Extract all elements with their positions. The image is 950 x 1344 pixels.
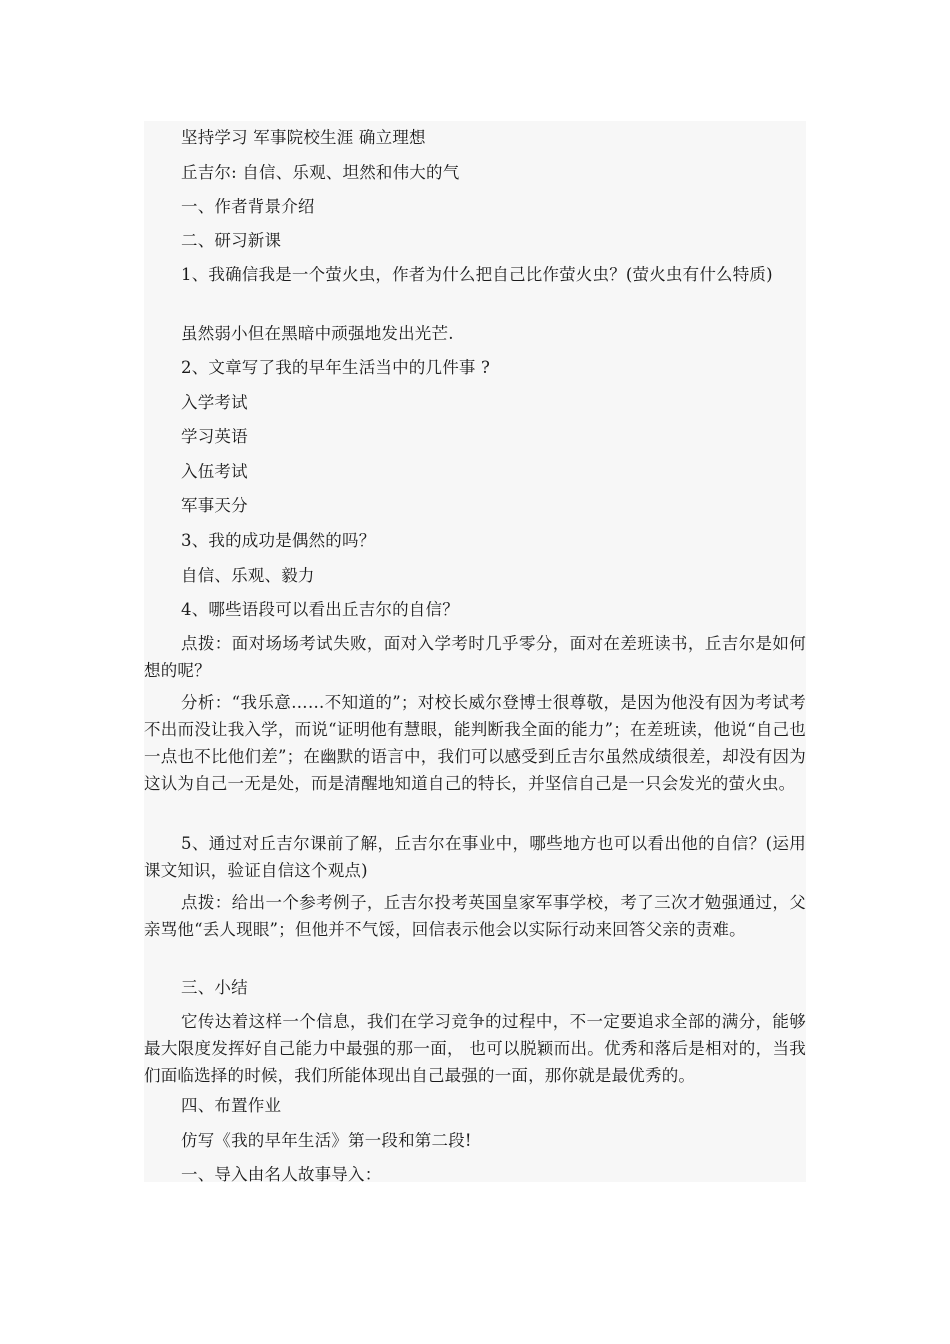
- list-item: 学习英语: [181, 427, 248, 446]
- question-line: 4、哪些语段可以看出丘吉尔的自信？: [181, 600, 459, 619]
- list-item: 入学考试: [181, 393, 248, 412]
- hint-paragraph: 点拨：面对场场考试失败，面对入学考时几乎零分，面对在差班读书，丘吉尔是如何想的呢？: [144, 634, 806, 680]
- document-body: [144, 121, 806, 1182]
- question-paragraph: 1、我确信我是一个萤火虫，作者为什么把自己比作萤火虫？(萤火虫有什么特质): [181, 265, 773, 284]
- question-line: 3、我的成功是偶然的吗？: [181, 531, 376, 550]
- section-heading: 三、小结: [181, 978, 248, 997]
- section-heading: 一、作者背景介绍: [181, 197, 315, 216]
- section-heading: 一、导入由名人故事导入：: [181, 1165, 382, 1184]
- text-line: 仿写《我的早年生活》第一段和第二段!: [181, 1131, 472, 1150]
- heading-line: 坚持学习 军事院校生涯 确立理想: [181, 128, 426, 147]
- question-paragraph: 5、通过对丘吉尔课前了解，丘吉尔在事业中，哪些地方也可以看出他的自信？(运用课文知识，验证自信这个观点): [144, 834, 806, 880]
- list-item: 军事天分: [181, 496, 248, 515]
- answer-line: 自信、乐观、毅力: [181, 566, 315, 585]
- hint-paragraph: 点拨：给出一个参考例子，丘吉尔投考英国皇家军事学校，考了三次才勉强通过，父亲骂他“丢人现眼”；但他并不气馁，回信表示他会以实际行动来回答父亲的责难。: [144, 893, 806, 939]
- analysis-paragraph: 分析：“我乐意……不知道的”；对校长威尔登博士很尊敬，是因为他没有因为考试考不出而没让我入学，而说“证明他有慧眼，能判断我全面的能力”；在差班读，他说“自己也一点也不比他们差”；在幽默的语言中，我们可以感受到丘吉尔虽然成绩很差，却没有因为这认为自己一无是处，而是清醒地知道自己的特长，并坚信自己是一只会发光的萤火虫。: [144, 693, 806, 793]
- list-item: 入伍考试: [181, 462, 248, 481]
- summary-paragraph: 它传达着这样一个信息，我们在学习竞争的过程中，不一定要追求全部的满分，能够最大限度发挥好自己能力中最强的那一面， 也可以脱颖而出。优秀和落后是相对的，当我们面临选择的时候，我们所能体现出自己最强的一面，那你就是最优秀的。: [144, 1012, 806, 1085]
- section-heading: 二、研习新课: [181, 231, 282, 250]
- answer-line: 虽然弱小但在黑暗中顽强地发出光芒.: [181, 324, 454, 343]
- text-line: 丘吉尔: 自信、乐观、坦然和伟大的气: [181, 163, 460, 182]
- section-heading: 四、布置作业: [181, 1096, 282, 1115]
- question-line: 2、文章写了我的早年生活当中的几件事 ?: [181, 358, 491, 377]
